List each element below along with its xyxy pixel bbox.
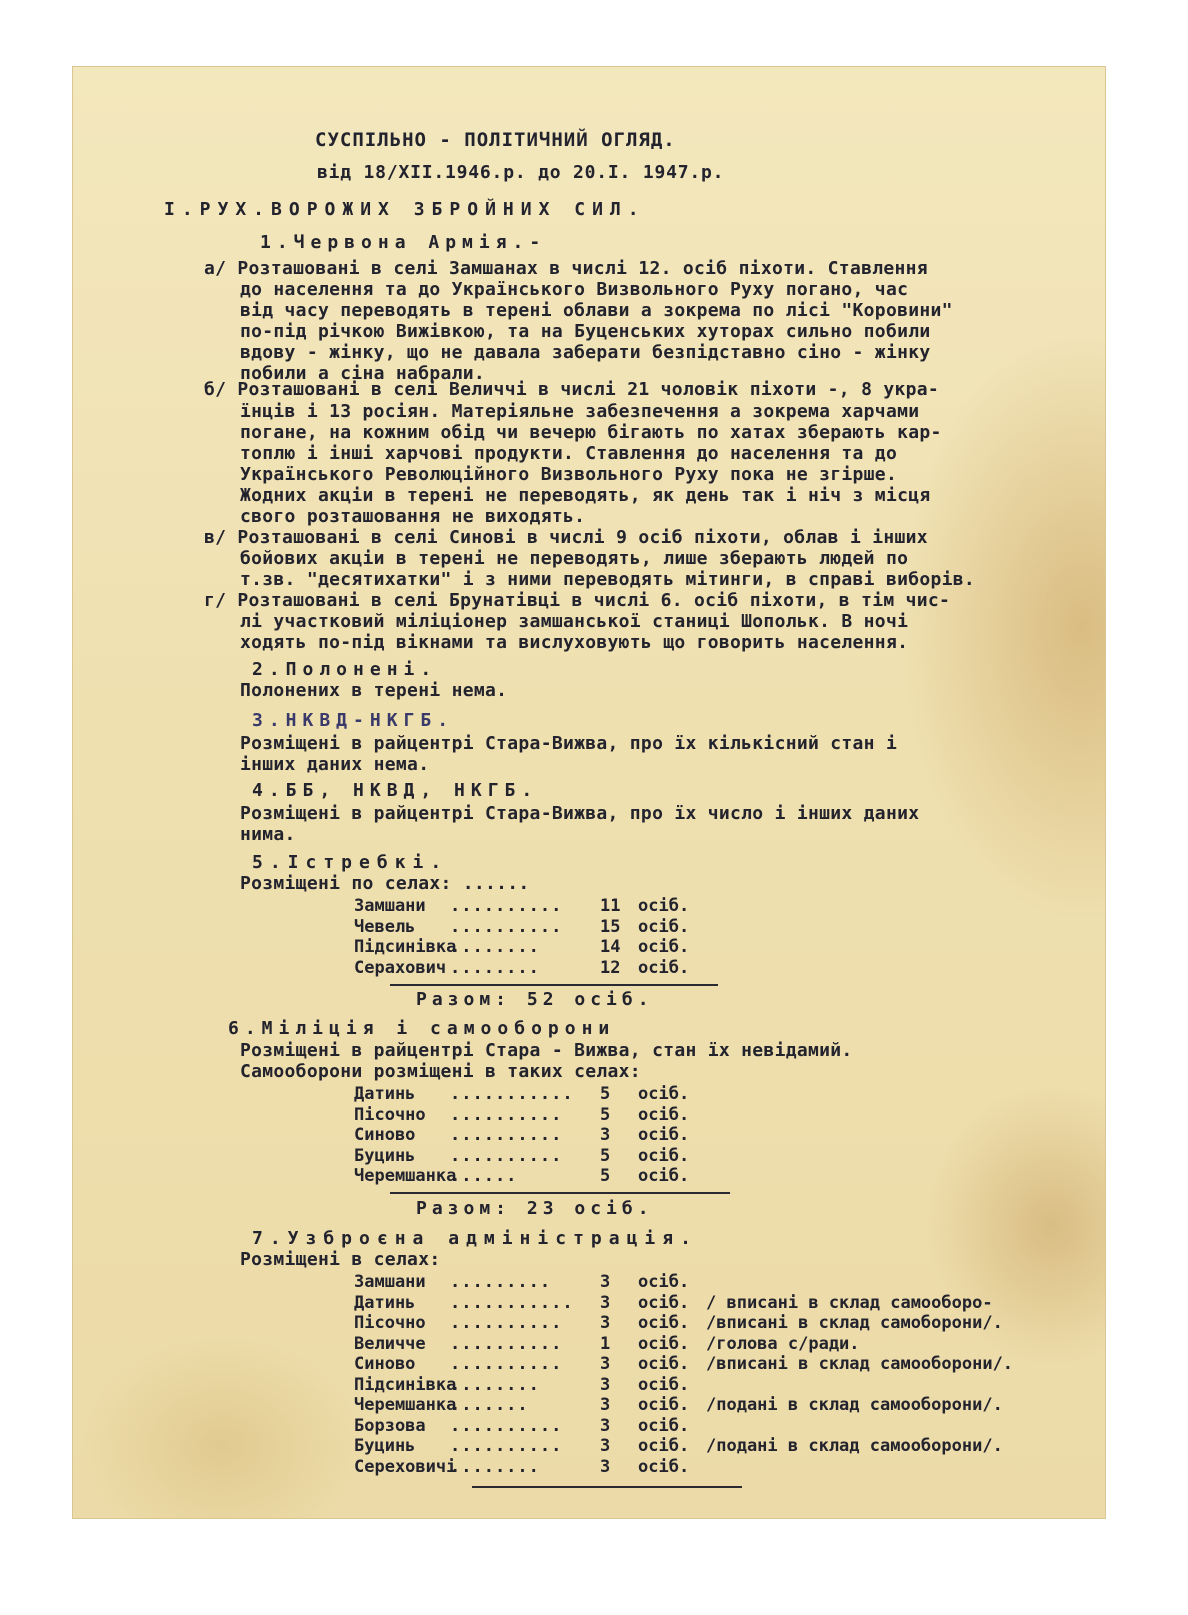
count: 3 bbox=[600, 1125, 611, 1145]
row-note: /вписані в склад самоборони/. bbox=[706, 1313, 1003, 1333]
table-row bbox=[354, 1293, 1013, 1314]
count: 5 bbox=[600, 1104, 611, 1125]
divider-line bbox=[390, 1192, 730, 1194]
count: 1 bbox=[600, 1333, 611, 1354]
subsection-istrebki: 5.Істребкі. bbox=[252, 852, 449, 873]
dot-leader: .......... bbox=[450, 1104, 563, 1125]
village-name: Синово bbox=[354, 1354, 416, 1374]
table-row bbox=[354, 1354, 1013, 1375]
village-name: Замшани bbox=[354, 896, 426, 916]
dot-leader: ........ bbox=[450, 957, 540, 978]
count: 14 bbox=[600, 937, 621, 957]
village-name: Підсинівка bbox=[354, 1374, 457, 1395]
dot-leader: ...... bbox=[450, 1166, 518, 1186]
istrebki-table bbox=[354, 896, 689, 978]
unit: осіб. bbox=[638, 1084, 690, 1104]
count: 15 bbox=[600, 916, 621, 937]
count: 3 bbox=[600, 1456, 611, 1477]
count: 3 bbox=[600, 1415, 611, 1436]
unit: осіб. bbox=[638, 937, 690, 957]
text-line: Розміщені в райцентрі Стара-Вижва, про їх число і інших даних bbox=[240, 803, 920, 824]
divider-line bbox=[472, 1486, 742, 1488]
table-row bbox=[354, 896, 689, 917]
document-period: від 18/XII.1946.р. до 20.І. 1947.р. bbox=[317, 162, 725, 183]
village-name: Серахович bbox=[354, 957, 447, 978]
count: 11 bbox=[600, 896, 621, 916]
table-row bbox=[354, 1436, 1013, 1457]
table-row bbox=[354, 1334, 1013, 1355]
subsection-bb-nkvd-nkgb: 4.ББ, НКВД, НКГБ. bbox=[252, 780, 539, 801]
unit: осіб. bbox=[638, 1456, 690, 1477]
unit: осіб. bbox=[638, 1313, 690, 1333]
unit: осіб. bbox=[638, 957, 690, 978]
table-row bbox=[354, 1146, 689, 1167]
dot-leader: ........... bbox=[450, 1292, 574, 1313]
dot-leader: ........ bbox=[450, 937, 540, 957]
count: 5 bbox=[600, 1166, 611, 1186]
dot-leader: .......... bbox=[450, 1145, 563, 1166]
table-row bbox=[354, 1416, 1013, 1437]
count: 3 bbox=[600, 1436, 611, 1456]
subsection-militia: 6.Міліція і самооборони bbox=[228, 1018, 616, 1039]
village-name: Буцинь bbox=[354, 1145, 416, 1166]
count: 5 bbox=[600, 1084, 611, 1104]
text-line: інших даних нема. bbox=[240, 754, 430, 775]
divider-line bbox=[390, 984, 718, 986]
row-note: /вписані в склад самооборони/. bbox=[706, 1354, 1014, 1374]
dot-leader: .......... bbox=[450, 1313, 563, 1333]
unit: осіб. bbox=[638, 1166, 690, 1186]
text-line: б/ Розташовані в селі Величчі в числі 21 чоловік піхоти -, 8 укра- bbox=[204, 379, 940, 400]
row-note: /подані в склад самооборони/. bbox=[706, 1395, 1003, 1415]
text-line: свого розташовання не виходять. bbox=[240, 506, 586, 527]
table-row bbox=[354, 917, 689, 938]
village-name: Датинь bbox=[354, 1084, 416, 1104]
unit: осіб. bbox=[638, 1104, 690, 1125]
count: 3 bbox=[600, 1272, 611, 1292]
village-name: Чевель bbox=[354, 916, 416, 937]
village-name: Замшани bbox=[354, 1272, 426, 1292]
table-row bbox=[354, 1395, 1013, 1416]
count: 3 bbox=[600, 1292, 611, 1313]
istrebki-total: Разом: 52 осіб. bbox=[416, 989, 654, 1010]
table-row bbox=[354, 1272, 1013, 1293]
dot-leader: ........ bbox=[450, 1374, 540, 1395]
table-row bbox=[354, 1313, 1013, 1334]
table-row bbox=[354, 958, 689, 979]
dot-leader: ........ bbox=[450, 1456, 540, 1477]
village-name: Пісочно bbox=[354, 1313, 426, 1333]
text-line: по-під річкою Вижівкою, та на Буценських хуторах сильно побили bbox=[240, 321, 931, 342]
administration-intro: Розміщені в селах: bbox=[240, 1249, 441, 1270]
unit: осіб. bbox=[638, 1292, 690, 1313]
count: 5 bbox=[600, 1145, 611, 1166]
text-line: в/ Розташовані в селі Синові в числі 9 осіб піхоти, облав і інших bbox=[204, 527, 928, 548]
count: 3 bbox=[600, 1313, 611, 1333]
row-note: /голова с/ради. bbox=[706, 1333, 860, 1354]
table-row bbox=[354, 1375, 1013, 1396]
dot-leader: ......... bbox=[450, 1272, 552, 1292]
unit: осіб. bbox=[638, 1374, 690, 1395]
subsection-nkvd-nkgb: 3.НКВД-НКГБ. bbox=[252, 710, 455, 731]
text-line: г/ Розташовані в селі Брунатівці в числі 6. осіб піхоти, в тім чис- bbox=[204, 590, 951, 611]
village-name: Величче bbox=[354, 1333, 426, 1354]
subsection-red-army: 1.Червона Армія.- bbox=[260, 232, 547, 253]
typed-document bbox=[72, 66, 1106, 1519]
dot-leader: .......... bbox=[450, 916, 563, 937]
text-line: Українського Революційного Визвольного Руху пока не згірше. bbox=[240, 464, 898, 485]
text-line: Самооборони розміщені в таких селах: bbox=[240, 1061, 641, 1082]
text-line: а/ Розташовані в селі Замшанах в числі 12. осіб піхоти. Ставлення bbox=[204, 258, 928, 279]
subsection-armed-administration: 7.Узброєна адміністрація. bbox=[252, 1228, 698, 1249]
subsection-prisoners: 2.Полонені. bbox=[252, 659, 438, 680]
dot-leader: .......... bbox=[450, 896, 563, 916]
text-line: Розміщені в райцентрі Стара - Вижва, стан їх невідамий. bbox=[240, 1040, 853, 1061]
militia-table bbox=[354, 1084, 689, 1187]
count: 3 bbox=[600, 1354, 611, 1374]
unit: осіб. bbox=[638, 896, 690, 916]
count: 3 bbox=[600, 1374, 611, 1395]
text-line: Розміщені в райцентрі Стара-Вижва, про їх кількісний стан і bbox=[240, 733, 898, 754]
row-note: / вписані в склад самооборо- bbox=[706, 1292, 993, 1313]
unit: осіб. bbox=[638, 1145, 690, 1166]
row-note: /подані в склад самооборони/. bbox=[706, 1436, 1003, 1456]
unit: осіб. bbox=[638, 1333, 690, 1354]
text-line: Жодних акціи в терені не переводять, як день так і ніч з місця bbox=[240, 485, 931, 506]
text-line: їнців і 13 росіян. Матеріяльне забезпечення а зокрема харчами bbox=[240, 401, 920, 422]
village-name: Буцинь bbox=[354, 1436, 416, 1456]
unit: осіб. bbox=[638, 1395, 690, 1415]
text-line: нима. bbox=[240, 824, 296, 845]
village-name: Борзова bbox=[354, 1415, 426, 1436]
dot-leader: ....... bbox=[450, 1395, 529, 1415]
dot-leader: .......... bbox=[450, 1354, 563, 1374]
village-name: Черемшанка bbox=[354, 1166, 457, 1186]
text-line: т.зв. "десятихатки" і з ними переводять мітинги, в справі виборів. bbox=[240, 569, 976, 590]
paper-sheet bbox=[72, 66, 1106, 1519]
village-name: Сереховичі bbox=[354, 1456, 457, 1477]
dot-leader: .......... bbox=[450, 1125, 563, 1145]
dot-leader: .......... bbox=[450, 1415, 563, 1436]
village-name: Датинь bbox=[354, 1292, 416, 1313]
prisoners-text: Полонених в терені нема. bbox=[240, 680, 508, 701]
section-heading: І.РУХ.ВОРОЖИХ ЗБРОЙНИХ СИЛ. bbox=[164, 199, 646, 220]
dot-leader: ........... bbox=[450, 1084, 574, 1104]
text-line: ходять по-під вікнами та вислуховують що говорить населення. bbox=[240, 632, 909, 653]
text-line: погане, на кожним обід чи вечерю бігають по хатах зберають кар- bbox=[240, 422, 942, 443]
text-line: побили а сіна набрали. bbox=[240, 363, 486, 384]
village-name: Підсинівка bbox=[354, 937, 457, 957]
table-row bbox=[354, 937, 689, 958]
administration-table bbox=[354, 1272, 1013, 1477]
text-line: лі участковий міліціонер замшанської станиці Шопольк. В ночі bbox=[240, 611, 909, 632]
text-line: до населення та до Українського Визвольного Руху погано, час bbox=[240, 279, 909, 300]
unit: осіб. bbox=[638, 1125, 690, 1145]
unit: осіб. bbox=[638, 1415, 690, 1436]
village-name: Черемшанка bbox=[354, 1395, 457, 1415]
istrebki-intro: Розміщені по селах: ...... bbox=[240, 873, 530, 894]
count: 3 bbox=[600, 1395, 611, 1415]
village-name: Синово bbox=[354, 1125, 416, 1145]
militia-total: Разом: 23 осіб. bbox=[416, 1198, 654, 1219]
dot-leader: .......... bbox=[450, 1333, 563, 1354]
table-row bbox=[354, 1105, 689, 1126]
table-row bbox=[354, 1084, 689, 1105]
table-row bbox=[354, 1457, 1013, 1478]
text-line: вдову - жінку, що не давала заберати безпідставно сіно - жінку bbox=[240, 342, 931, 363]
text-line: від часу переводять в терені облави а зокрема по лісі "Коровини" bbox=[240, 300, 953, 321]
unit: осіб. bbox=[638, 916, 690, 937]
unit: осіб. bbox=[638, 1272, 690, 1292]
table-row bbox=[354, 1166, 689, 1187]
dot-leader: .......... bbox=[450, 1436, 563, 1456]
text-line: топлю і інші харчові продукти. Ставлення до населення та до bbox=[240, 443, 898, 464]
document-title: СУСПІЛЬНО - ПОЛІТИЧНИЙ ОГЛЯД. bbox=[315, 129, 676, 151]
table-row bbox=[354, 1125, 689, 1146]
count: 12 bbox=[600, 957, 621, 978]
unit: осіб. bbox=[638, 1436, 690, 1456]
text-line: бойових акціи в терені не переводять, лише зберають людей по bbox=[240, 548, 909, 569]
village-name: Пісочно bbox=[354, 1104, 426, 1125]
unit: осіб. bbox=[638, 1354, 690, 1374]
